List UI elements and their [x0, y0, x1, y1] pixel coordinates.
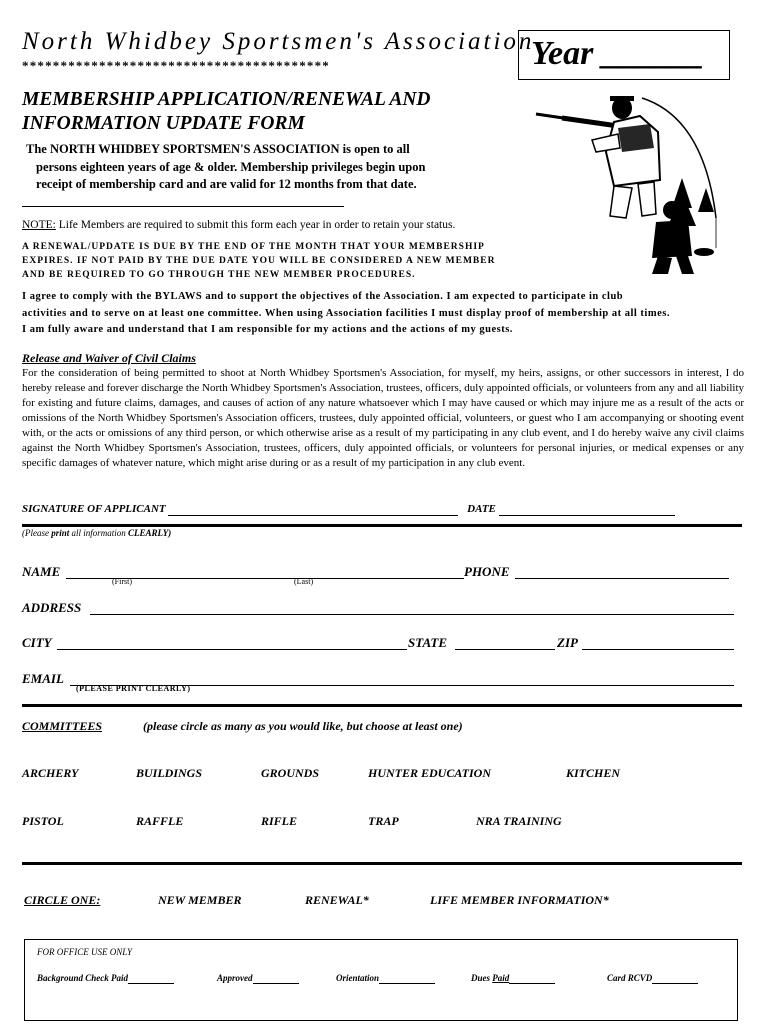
first-sublabel: (First) [112, 577, 132, 586]
address-field[interactable] [90, 600, 734, 615]
city-field[interactable] [57, 635, 407, 650]
background-check-field[interactable]: Background Check Paid [37, 973, 174, 984]
last-sublabel: (Last) [294, 577, 314, 586]
form-heading: MEMBERSHIP APPLICATION/RENEWAL AND INFORMATION UPDATE FORM [22, 89, 431, 134]
committee-option[interactable]: TRAP [368, 814, 399, 828]
print-clearly-note: (Please print all information CLEARLY) [22, 528, 172, 538]
state-label: STATE [408, 635, 448, 650]
thick-divider [22, 862, 742, 865]
phone-label: PHONE [464, 564, 510, 579]
signature-row [22, 503, 675, 516]
divider [22, 206, 344, 207]
circle-one-label: CIRCLE ONE: [24, 893, 101, 907]
name-label: NAME [22, 564, 61, 579]
email-print-note: (PLEASE PRINT CLEARLY) [76, 684, 191, 693]
committees-label: COMMITTEES [22, 719, 103, 733]
date-label: DATE [467, 503, 496, 515]
state-field[interactable] [455, 635, 555, 650]
thick-divider [22, 524, 742, 527]
membership-type-option[interactable]: RENEWAL* [305, 893, 369, 907]
membership-type-option[interactable]: LIFE MEMBER INFORMATION* [430, 893, 609, 907]
intro-paragraph: The NORTH WHIDBEY SPORTSMEN'S ASSOCIATION is open to all persons eighteen years of age & older. Membership privileges begin upon receipt of membership card and are valid for 12 months from that date. [26, 142, 426, 191]
orientation-field[interactable]: Orientation [336, 973, 435, 984]
signature-field[interactable] [168, 503, 458, 516]
committee-option[interactable]: RIFLE [261, 814, 298, 828]
office-use-box [24, 939, 738, 1021]
committee-option[interactable]: NRA TRAINING [476, 814, 562, 828]
committee-option[interactable]: KITCHEN [566, 766, 621, 780]
committee-option[interactable]: ARCHERY [22, 766, 79, 780]
approved-field[interactable]: Approved [217, 973, 299, 984]
zip-label: ZIP [557, 635, 578, 650]
email-label: EMAIL [22, 671, 64, 686]
zip-field[interactable] [582, 635, 734, 650]
committee-option[interactable]: PISTOL [22, 814, 64, 828]
renewal-notice: A RENEWAL/UPDATE IS DUE BY THE END OF THE MONTH THAT YOUR MEMBERSHIP EXPIRES. IF NOT PAID BY THE DUE DATE YOU WILL BE CONSIDERED A NEW MEMBER AND BE REQUIRED TO GO THROUGH THE NEW MEMBER PROCEDURES. [22, 242, 496, 280]
association-title: North Whidbey Sportsmen's Association [22, 28, 535, 55]
year-box[interactable] [518, 30, 730, 80]
life-member-note: NOTE: Life Members are required to submit this form each year in order to retain your status. [22, 219, 456, 231]
star-divider: **************************************** [22, 58, 330, 73]
year-label: Year ______ [531, 35, 704, 72]
shooter-fisherman-illustration [522, 88, 730, 278]
membership-type-option[interactable]: NEW MEMBER [158, 893, 242, 907]
signature-label: SIGNATURE OF APPLICANT [22, 503, 166, 515]
phone-field[interactable] [515, 564, 729, 579]
address-label: ADDRESS [22, 600, 82, 615]
committee-option[interactable]: GROUNDS [261, 766, 320, 780]
city-label: CITY [22, 635, 52, 650]
card-received-field[interactable]: Card RCVD [607, 973, 698, 984]
dues-paid-field[interactable]: Dues Paid [471, 973, 555, 984]
release-body: For the consideration of being permitted to shoot at North Whidbey Sportsmen's Association, for myself, my heirs, assigns, or other successors in interest, I do hereby release and forever discharge the North Whidbey Sportsmen's Association, trustees, officers, duly appointed officials, or volunteers from any and all liability for existing and future claims, damages, and causes of action of any nature whatsoever which I may have caused or which may injure me as a result of the acts or omissions of the North Whidbey Sportsmen's Association officers, trustees, duly appointed official, volunteers, or guest who I am accompanying or shooting event with, or the acts or omissions of any third person, or which otherwise arise as a result of my participating in any club event, and I do hereby waive any civil claims against the North Whidbey Sportsmen's Association, trustees, officers, duly appointed officials, or volunteers for personal injuries, or medical expenses or any specific damages of whatever nature, which might arise during or as a result of my participation in any club event. [22, 367, 744, 469]
office-use-heading: FOR OFFICE USE ONLY [37, 947, 133, 957]
committees-instruction: (please circle as many as you would like, but choose at least one) [143, 719, 463, 733]
committee-option[interactable]: RAFFLE [136, 814, 184, 828]
agreement-statement: I agree to comply with the BYLAWS and to support the objectives of the Association. I am expected to participate in club activities and to serve on at least one committee. When using Association facilities I must display proof of membership at all times. I am fully aware and understand that I am responsible for my actions and the actions of my guests. [22, 291, 670, 335]
committee-option[interactable]: BUILDINGS [136, 766, 203, 780]
committee-option[interactable]: HUNTER EDUCATION [368, 766, 492, 780]
date-field[interactable] [499, 503, 675, 516]
thick-divider [22, 704, 742, 707]
release-heading: Release and Waiver of Civil Claims [22, 351, 196, 365]
